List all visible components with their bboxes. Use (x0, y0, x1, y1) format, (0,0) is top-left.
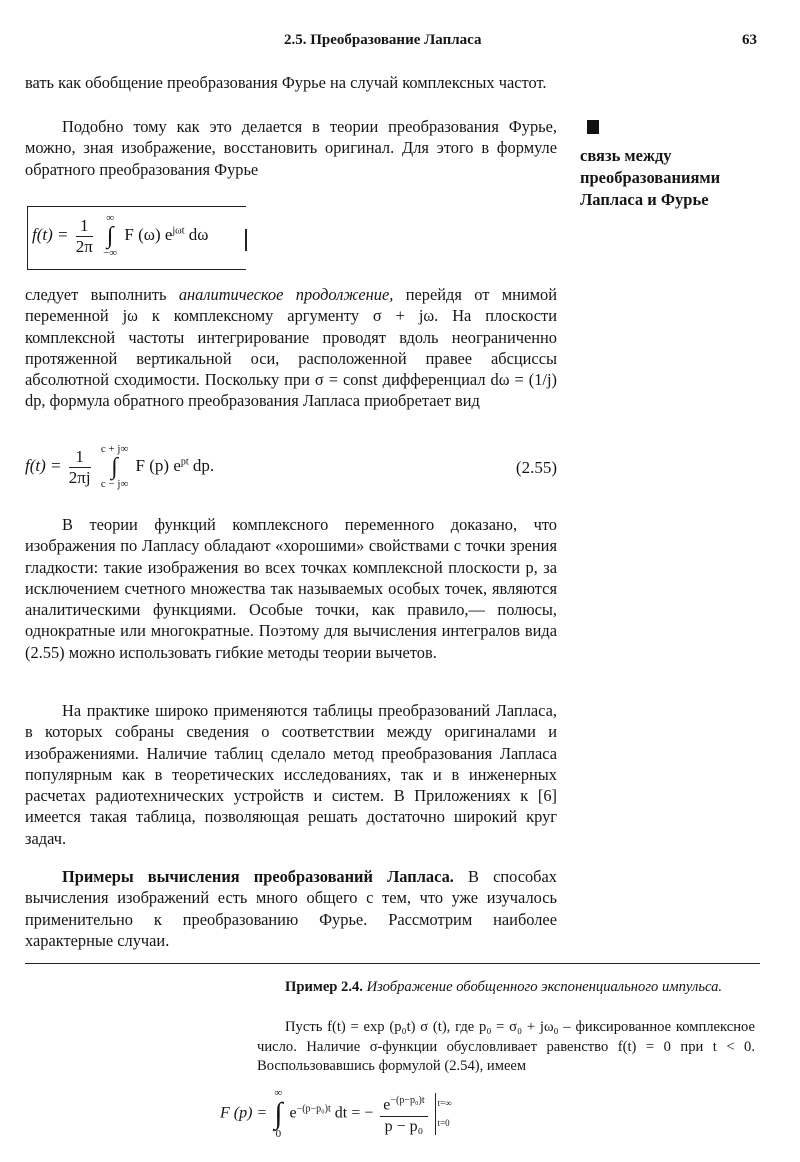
paragraph-1: вать как обобщение преобразования Фурье на случай комплексных частот. (25, 73, 547, 92)
equation-number: (2.55) (515, 458, 557, 477)
boxed-fourier-inverse-formula (27, 206, 246, 270)
margin-note: связь между преобразованиями Лапласа и Фурье (580, 146, 721, 209)
evaluation-bar: t=∞ t=0 (435, 1093, 452, 1135)
margin-square-marker (587, 120, 599, 134)
formula-fourier-inverse: f(t) = $\frac{1}{2\pi}$ ∞ ∫ −∞ F (ω) $e^{j\omega t}$ dω (32, 212, 209, 259)
paragraph-5: На практике широко применяются таблицы преобразований Лапласа, в которых собраны сведения о соответствии между оригиналами и изображениями. Наличие таблиц сделало метод преобразования Лапласа популярным как в теоретических исследованиях, так и в инженерных расчетах радиотехнических устройств и систем. В Приложениях к [6] имеется такая таблица, позволяющая решать достаточно широкий круг задач. (25, 701, 557, 848)
example-2-4-heading: Пример 2.4. Изображение обобщенного экспоненциального импульса. (285, 979, 723, 995)
page-number: 63 (742, 32, 757, 48)
paragraph-2: Подобно тому как это делается в теории преобразования Фурье, можно, зная изображение, восстановить оригинал. Для этого в формуле обратного преобразования Фурье (25, 117, 557, 179)
integral-sign: c + j∞ ∫ c − j∞ (100, 443, 129, 490)
fraction: $\frac{1}{2\pi j}$ (68, 446, 91, 487)
paragraph-4: В теории функций комплексного переменного доказано, что изображения по Лапласу обладают «хорошими» свойствами с точки зрения гладкости: такие изображения во всех точках комплексной плоскости p, за исключением счетного множества так называемых особых точек, являются аналитическими функциями. Особые точки, как правило,— полюсы, однократные или многократные. Поэтому для вычисления интегралов вида (2.55) можно использовать гибкие методы теории вычетов. (25, 515, 557, 662)
integral-sign: ∞ ∫ −∞ (103, 212, 118, 259)
paragraph-3: следует выполнить аналитическое продолжение, перейдя от мнимой переменной jω к комплексному аргументу σ + jω. На плоскости комплексной частоты интегрирование проводят вдоль неограниченно протяженной вертикальной оси, расположенной правее абсциссы абсолютной сходимости. Поскольку при σ = const дифференциал dω = (1/j) dp, формула обратного преобразования Лапласа приобретает вид (25, 285, 558, 411)
example-2-4-text: Пусть f(t) = exp (p₀t) σ (t), где p₀ = σ₀ + jω₀ – фиксированное комплексное число. Наличие σ-функции обусловливает равенство f(t) = 0 при t < 0. Воспользовавшись формулой (2.54), имеем (257, 1019, 755, 1075)
horizontal-rule (25, 963, 760, 964)
paragraph-6: Примеры вычисления преобразований Лапласа. В способах вычисления изображений есть много общего с тем, что уже изучалось применительно к преобразованию Фурье. Рассмотрим наиболее характерные случаи. (25, 867, 557, 950)
example-equation: F (p) = ∞ ∫ 0 $e^{-(p-p_0)t}$ dt = − $\frac{e^{-(p-p_0)t}}{\text{p − p₀}}$ t=∞ t=0 (220, 1087, 452, 1140)
integral-sign: ∞ ∫ 0 (274, 1087, 283, 1140)
equation-2-55: f(t) = $\frac{1}{2\pi j}$ c + j∞ ∫ c − j∞ F (p) $e^{pt}$ dp. (2.55) (25, 443, 557, 490)
section-title: 2.5. Преобразование Лапласа (284, 32, 482, 48)
fraction: $\frac{1}{2\pi}$ (75, 215, 93, 256)
fraction: $\frac{e^{-(p-p_0)t}}{\text{p − p₀}}$ (380, 1091, 427, 1136)
running-head (0, 32, 800, 54)
